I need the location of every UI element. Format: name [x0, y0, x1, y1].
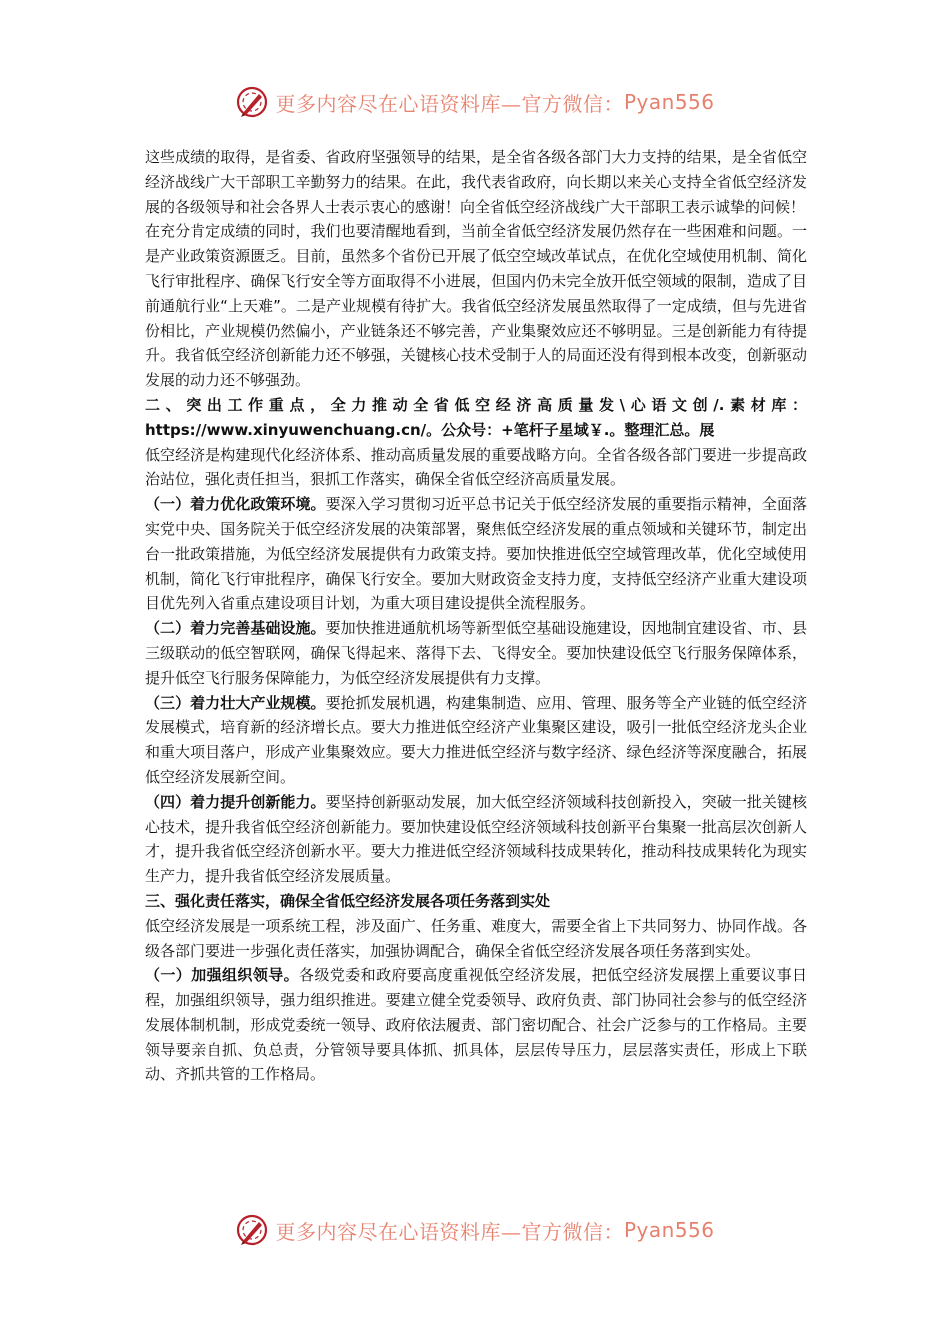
subheading: （一）加强组织领导。: [145, 966, 300, 985]
subheading: （二）着力完善基础设施。: [145, 619, 326, 638]
subheading: （一）着力优化政策环境。: [145, 495, 326, 514]
paragraph-text: 要加快推进通航机场等新型低空基础设施建设，因地制宜建设省、市、县三级联动的低空智联网，确保飞得起来、落得下去、飞得安全。要加快建设低空飞行服务保障体系，提升低空飞行服务保障能力，为低空经济发展提供有力支撑。: [145, 619, 807, 687]
paragraph: [145, 790, 807, 889]
pen-logo-icon: [235, 1213, 269, 1247]
paragraph: [145, 691, 807, 790]
subheading: （三）着力壮大产业规模。: [145, 693, 326, 712]
pen-logo-icon: [235, 85, 269, 119]
paragraph: 在充分肯定成绩的同时，我们也要清醒地看到，当前全省低空经济发展仍然存在一些困难和问题。一是产业政策资源匮乏。目前，虽然多个省份已开展了低空空域改革试点，在优化空域使用机制、简化飞行审批程序、确保飞行安全等方面取得不小进展，但国内仍未完全放开低空领域的限制，造成了目前通航行业“上天难”。二是产业规模有待扩大。我省低空经济发展虽然取得了一定成绩，但与先进省份相比，产业规模仍然偏小，产业链条还不够完善，产业集聚效应还不够明显。三是创新能力有待提升。我省低空经济创新能力还不够强，关键核心技术受制于人的局面还没有得到根本改变，创新驱动发展的动力还不够强劲。: [145, 222, 807, 390]
subheading: （四）着力提升创新能力。: [145, 792, 326, 811]
paragraph-text: 各级党委和政府要高度重视低空经济发展，把低空经济发展摆上重要议事日程，加强组织领导，强力组织推进。要建立健全党委领导、政府负责、部门协同社会参与的低空经济发展体制机制，形成党委统一领导、政府依法履责、部门密切配合、社会广泛参与的工作格局。主要领导要亲自抓、负总责，分管领导要具体抓、抓具体，层层传导压力，层层落实责任，形成上下联动、齐抓共管的工作格局。: [145, 966, 807, 1084]
header-banner[interactable]: [0, 82, 950, 122]
banner-wechat-id: Pyan556: [623, 1218, 715, 1242]
section-heading: 二、突出工作重点，全力推动全省低空经济高质量发\心语文创/.素材库：https://www.xinyuwenchuang.cn/。公众号：+笔杆子星域￥.。整理汇总。展: [145, 395, 807, 439]
paragraph-text: 要坚持创新驱动发展，加大低空经济领域科技创新投入，突破一批关键核心技术，提升我省低空经济创新能力。要加快建设低空经济领域科技创新平台集聚一批高层次创新人才，提升我省低空经济创新水平。要大力推进低空经济领域科技成果转化，推动科技成果转化为现实生产力，提升我省低空经济发展质量。: [145, 792, 807, 886]
paragraph: [145, 963, 807, 1087]
banner-wechat-id: Pyan556: [623, 90, 715, 114]
paragraph: 低空经济是构建现代化经济体系、推动高质量发展的重要战略方向。全省各级各部门要进一步提高政治站位，强化责任担当，狠抓工作落实，确保全省低空经济高质量发展。: [145, 445, 807, 489]
banner-text: 更多内容尽在心语资料库—官方微信：: [275, 91, 624, 116]
document-body: [145, 145, 807, 1087]
paragraph: 低空经济发展是一项系统工程，涉及面广、任务重、难度大，需要全省上下共同努力、协同作战。各级各部门要进一步强化责任落实，加强协调配合，确保全省低空经济发展各项任务落到实处。: [145, 916, 807, 960]
paragraph: [145, 616, 807, 690]
footer-banner[interactable]: [0, 1210, 950, 1250]
paragraph-text: 要深入学习贯彻习近平总书记关于低空经济发展的重要指示精神，全面落实党中央、国务院关于低空经济发展的决策部署，聚焦低空经济发展的重点领域和关键环节，制定出台一批政策措施，为低空经济发展提供有力政策支持。要加快推进低空空域管理改革，优化空域使用机制，简化飞行审批程序，确保飞行安全。要加大财政资金支持力度，支持低空经济产业重大建设项目优先列入省重点建设项目计划，为重大项目建设提供全流程服务。: [145, 495, 807, 613]
section-heading: 三、强化责任落实，确保全省低空经济发展各项任务落到实处: [145, 891, 551, 910]
banner-text: 更多内容尽在心语资料库—官方微信：: [275, 1219, 624, 1244]
paragraph: [145, 492, 807, 616]
paragraph-text: 要抢抓发展机遇，构建集制造、应用、管理、服务等全产业链的低空经济发展模式，培育新的经济增长点。要大力推进低空经济产业集聚区建设，吸引一批低空经济龙头企业和重大项目落户，形成产业集聚效应。要大力推进低空经济与数字经济、绿色经济等深度融合，拓展低空经济发展新空间。: [145, 693, 807, 786]
paragraph: 这些成绩的取得，是省委、省政府坚强领导的结果，是全省各级各部门大力支持的结果，是全省低空经济战线广大干部职工辛勤努力的结果。在此，我代表省政府，向长期以来关心支持全省低空经济发展的各级领导和社会各界人士表示衷心的感谢！向全省低空经济战线广大干部职工表示诚挚的问候！: [145, 148, 807, 216]
